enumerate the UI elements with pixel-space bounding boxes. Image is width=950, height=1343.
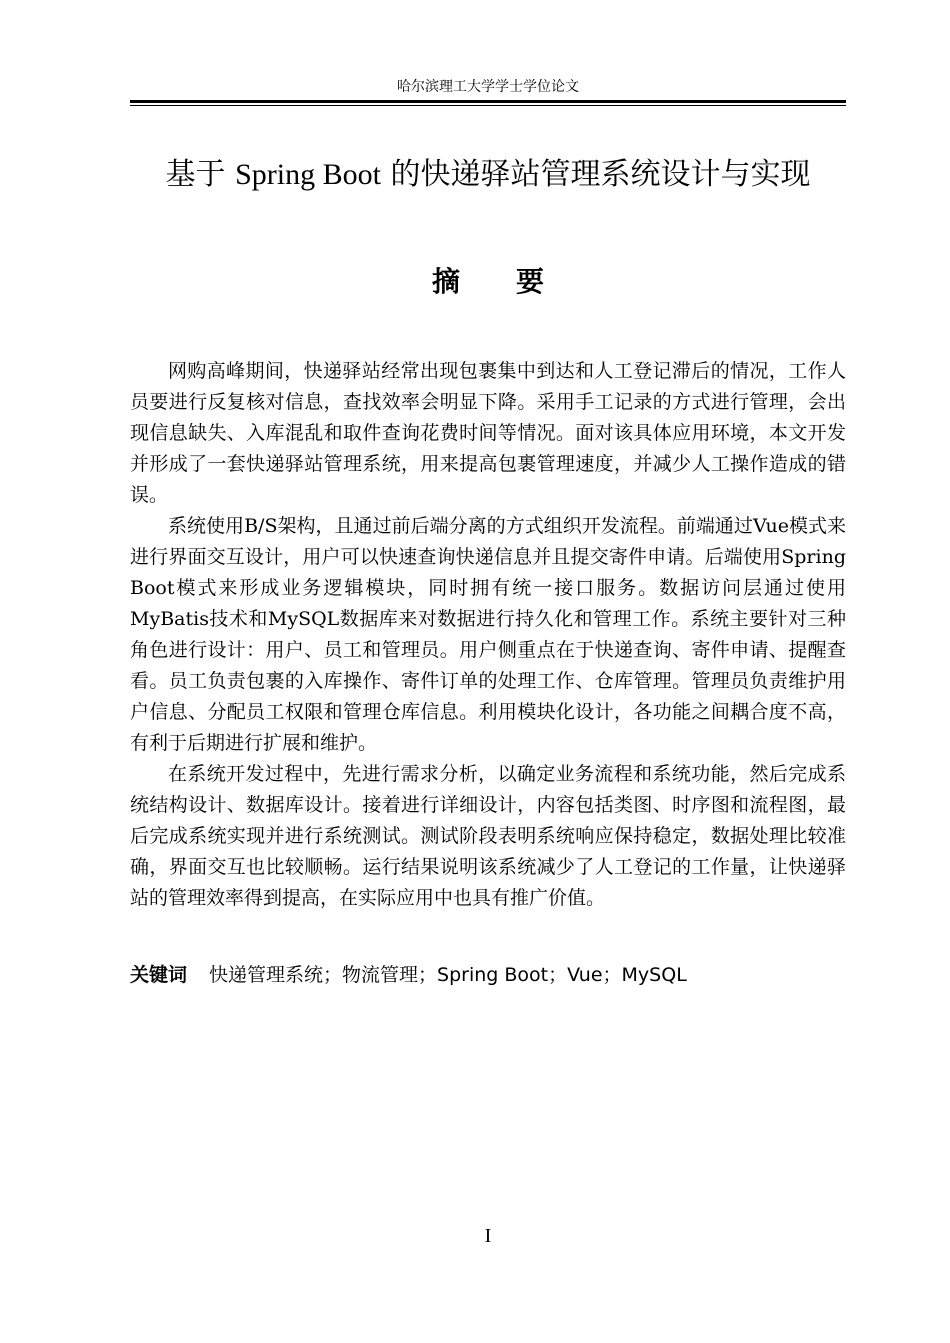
title-suffix: 的快递驿站管理系统设计与实现 — [390, 157, 811, 192]
running-header: 哈尔滨理工大学学士学位论文 — [397, 79, 579, 95]
keywords-value: 快递管理系统；物流管理；Spring Boot；Vue；MySQL — [209, 964, 687, 986]
keywords-line — [130, 960, 846, 991]
abstract-heading-char-1: 摘 — [431, 265, 460, 298]
abstract-heading-char-2: 要 — [516, 265, 545, 298]
abstract-body — [130, 356, 846, 914]
abstract-heading — [130, 262, 846, 302]
title-prefix: 基于 — [165, 157, 226, 192]
page-number: I — [484, 1225, 492, 1247]
abstract-paragraph: 在系统开发过程中，先进行需求分析，以确定业务流程和系统功能，然后完成系统结构设计、数据库设计。接着进行详细设计，内容包括类图、时序图和流程图，最后完成系统实现并进行系统测试。测试阶段表明系统响应保持稳定，数据处理比较准确，界面交互也比较顺畅。运行结果说明该系统减少了人工登记的工作量，让快递驿站的管理效率得到提高，在实际应用中也具有推广价值。 — [130, 763, 846, 909]
keywords-label: 关键词 — [130, 964, 188, 986]
header-rule-thick — [130, 100, 846, 103]
abstract-paragraph: 网购高峰期间，快递驿站经常出现包裹集中到达和人工登记滞后的情况，工作人员要进行反复核对信息，查找效率会明显下降。采用手工记录的方式进行管理，会出现信息缺失、入库混乱和取件查询花费时间等情况。面对该具体应用环境，本文开发并形成了一套快递驿站管理系统，用来提高包裹管理速度，并减少人工操作造成的错误。 — [130, 360, 846, 506]
title-latin: Spring Boot — [235, 158, 381, 191]
thesis-title — [110, 154, 866, 196]
header-rule-thin — [130, 105, 846, 106]
abstract-paragraph: 系统使用B/S架构，且通过前后端分离的方式组织开发流程。前端通过Vue模式来进行界面交互设计，用户可以快速查询快递信息并且提交寄件申请。后端使用Spring Boot模式来形成业务逻辑模块，同时拥有统一接口服务。数据访问层通过使用MyBatis技术和MySQL数据库来对数据进行持久化和管理工作。系统主要针对三种角色进行设计：用户、员工和管理员。用户侧重点在于快递查询、寄件申请、提醒查看。员工负责包裹的入库操作、寄件订单的处理工作、仓库管理。管理员负责维护用户信息、分配员工权限和管理仓库信息。利用模块化设计，各功能之间耦合度不高，有利于后期进行扩展和维护。 — [130, 515, 846, 754]
